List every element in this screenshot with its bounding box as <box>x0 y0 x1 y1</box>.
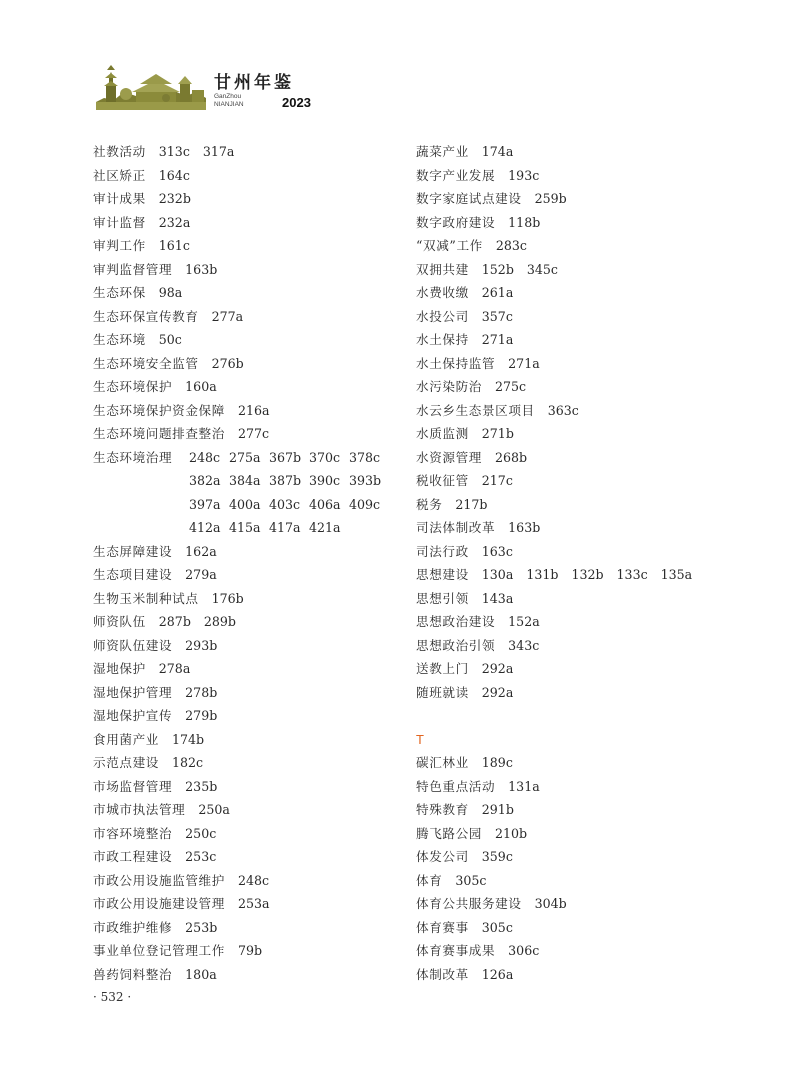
page-ref[interactable]: 409c <box>349 496 381 512</box>
index-term: 特殊教育 <box>416 802 469 817</box>
page-ref[interactable]: 261a <box>481 285 514 300</box>
index-term: 水质监测 <box>416 426 469 441</box>
page-ref[interactable]: 277c <box>237 426 270 441</box>
page-ref[interactable]: 279b <box>185 708 218 723</box>
page-ref[interactable]: 216a <box>237 402 270 418</box>
page-ref[interactable]: 248c <box>189 449 221 465</box>
page-ref[interactable]: 378c <box>349 449 381 465</box>
page-ref[interactable]: 390c <box>309 473 341 488</box>
page-ref[interactable]: 283c <box>495 238 527 253</box>
index-entry <box>416 281 716 305</box>
index-term: 市城市执法管理 <box>93 802 186 817</box>
index-entry <box>93 822 393 846</box>
page-ref[interactable]: 235b <box>185 778 218 794</box>
page-ref[interactable]: 278a <box>158 661 191 676</box>
index-term: 双拥共建 <box>416 261 469 277</box>
page-ref[interactable]: 162a <box>185 543 217 559</box>
page-ref[interactable]: 135a <box>660 567 693 582</box>
page-ref[interactable]: 317a <box>202 144 235 159</box>
page-ref[interactable]: 345c <box>526 261 558 277</box>
index-entry <box>416 446 716 470</box>
index-term: 水投公司 <box>416 308 469 324</box>
page-ref[interactable]: 132b <box>571 567 604 582</box>
index-entry <box>93 563 393 587</box>
section-letter-heading: T <box>416 731 424 747</box>
index-entry <box>93 939 393 963</box>
index-entry <box>416 516 716 540</box>
page-ref[interactable]: 143a <box>481 590 514 606</box>
page-ref[interactable]: 160a <box>185 379 217 394</box>
index-term: 特色重点活动 <box>416 778 496 794</box>
index-term: 税务 <box>416 496 443 512</box>
index-entry <box>416 493 716 517</box>
page-ref[interactable]: 287b <box>158 614 191 629</box>
index-entry <box>93 375 393 399</box>
index-entry <box>93 281 393 305</box>
page-ref[interactable]: 182c <box>171 755 204 770</box>
page-ref[interactable]: 304b <box>534 896 567 911</box>
index-entry <box>416 422 716 446</box>
page-ref[interactable]: 278b <box>185 684 218 700</box>
page-ref[interactable]: 384a <box>229 473 261 488</box>
index-term: 水资源管理 <box>416 449 482 465</box>
index-entry <box>416 775 716 799</box>
index-term: 思想建设 <box>416 567 469 582</box>
index-entry <box>93 634 393 658</box>
page-ref[interactable]: 293b <box>185 637 218 653</box>
page-ref[interactable]: 131b <box>526 567 559 582</box>
page-ref[interactable]: 417a <box>269 520 301 535</box>
index-term: 数字家庭试点建设 <box>416 191 522 206</box>
pagoda-logo-image <box>96 62 206 110</box>
index-term: 体育 <box>416 872 443 888</box>
page-ref[interactable]: 79b <box>237 943 263 958</box>
index-term: 社区矫正 <box>93 167 146 183</box>
section-spacer <box>416 704 716 728</box>
page-ref[interactable]: 277a <box>211 308 244 324</box>
page-ref[interactable]: 253c <box>185 849 217 864</box>
index-entry <box>416 798 716 822</box>
index-entry <box>93 798 393 822</box>
page-ref[interactable]: 289b <box>203 614 236 629</box>
index-term: 市政公用设施建设管理 <box>93 896 225 911</box>
index-entry <box>416 751 716 775</box>
page-ref[interactable]: 163b <box>508 520 541 535</box>
index-entry <box>93 916 393 940</box>
page-ref[interactable]: 253b <box>185 919 218 935</box>
index-entry <box>416 305 716 329</box>
index-entry <box>416 587 716 611</box>
index-term: 水费收缴 <box>416 285 469 300</box>
index-term: 水云乡生态景区项目 <box>416 402 535 418</box>
index-entry <box>416 845 716 869</box>
index-entry <box>416 869 716 893</box>
page-ref[interactable]: 412a <box>189 520 221 535</box>
index-entry <box>416 657 716 681</box>
page-ref[interactable]: 363c <box>547 402 579 418</box>
index-entry <box>93 234 393 258</box>
index-term: 生态环保 <box>93 285 146 300</box>
index-column-right <box>416 140 716 986</box>
index-term: 审计成果 <box>93 191 146 206</box>
index-term: 生态环境保护资金保障 <box>93 402 225 418</box>
page-ref[interactable]: 268b <box>494 449 528 465</box>
page-ref[interactable]: 271a <box>508 355 540 371</box>
page-ref[interactable]: 271a <box>481 332 514 347</box>
page-ref[interactable]: 232a <box>158 214 191 230</box>
page-ref[interactable]: 217b <box>455 496 488 512</box>
index-term: 水污染防治 <box>416 379 482 394</box>
page-ref[interactable]: 126a <box>481 966 514 982</box>
page-ref[interactable]: 306c <box>508 943 540 958</box>
pinyin-line-2: NIANJIAN <box>214 101 244 108</box>
page-ref[interactable]: 305c <box>481 919 513 935</box>
page-ref-grid <box>189 446 389 540</box>
page-ref[interactable]: 180a <box>185 966 217 982</box>
index-entry <box>416 375 716 399</box>
index-entry <box>416 469 716 493</box>
page-ref[interactable]: 343c <box>508 637 540 653</box>
index-entry <box>416 164 716 188</box>
page-ref[interactable]: 259b <box>534 191 567 206</box>
index-term: 送教上门 <box>416 661 469 676</box>
page-ref[interactable]: 387b <box>269 473 302 488</box>
page-ref[interactable]: 305c <box>455 872 487 888</box>
index-term: 审判监督管理 <box>93 261 173 277</box>
index-entry <box>416 352 716 376</box>
index-term: 思想政治引领 <box>416 637 496 653</box>
index-entry <box>416 563 716 587</box>
index-entry <box>93 187 393 211</box>
page-ref[interactable]: 292a <box>481 684 514 700</box>
page-ref[interactable]: 152b <box>481 261 514 277</box>
page-ref[interactable]: 250c <box>185 825 217 841</box>
index-term: 体发公司 <box>416 849 469 864</box>
index-entry <box>93 328 393 352</box>
index-entry <box>93 164 393 188</box>
page-ref[interactable]: 403c <box>269 496 301 512</box>
page-ref[interactable]: 163c <box>481 543 513 559</box>
page-ref[interactable]: 291b <box>481 802 514 817</box>
page-ref[interactable]: 357c <box>481 308 513 324</box>
index-term: 数字政府建设 <box>416 214 496 230</box>
page-ref[interactable]: 152a <box>508 614 540 629</box>
index-entry <box>93 352 393 376</box>
index-entry <box>416 822 716 846</box>
index-term: 市场监督管理 <box>93 778 173 794</box>
index-entry <box>416 610 716 634</box>
page-ref[interactable]: 279a <box>185 567 217 582</box>
index-entry <box>416 140 716 164</box>
index-entry <box>93 845 393 869</box>
index-entry <box>93 751 393 775</box>
page-ref[interactable]: 382a <box>189 473 221 488</box>
index-term: 生态环境保护 <box>93 379 173 394</box>
yearbook-title: 甘州年鉴 <box>214 73 294 93</box>
page-ref[interactable]: 163b <box>185 261 218 277</box>
index-term: 食用菌产业 <box>93 731 159 747</box>
index-term: 示范点建设 <box>93 755 159 770</box>
index-term: 数字产业发展 <box>416 167 496 183</box>
index-term: 碳汇林业 <box>416 755 469 770</box>
index-entry <box>416 916 716 940</box>
page-ref[interactable]: 164c <box>158 167 190 183</box>
index-term: 水土保持 <box>416 332 469 347</box>
index-term: 师资队伍 <box>93 614 146 629</box>
page-number: · 532 · <box>93 990 132 1004</box>
index-entry <box>416 892 716 916</box>
index-entry <box>93 657 393 681</box>
index-term: 生态环境安全监管 <box>93 355 199 371</box>
index-term: 湿地保护宣传 <box>93 708 173 723</box>
page-ref[interactable]: 98a <box>158 285 183 300</box>
page-ref[interactable]: 400a <box>229 496 261 512</box>
index-term: 湿地保护 <box>93 661 146 676</box>
index-column-left <box>93 140 393 986</box>
page-ref[interactable]: 275a <box>229 449 261 465</box>
index-term: 体育公共服务建设 <box>416 896 522 911</box>
page-ref[interactable]: 133c <box>616 567 648 582</box>
index-term: 生态环境 <box>93 332 146 347</box>
index-entry <box>93 587 393 611</box>
page-ref[interactable]: 406a <box>309 496 341 512</box>
index-term: 蔬菜产业 <box>416 144 469 159</box>
page-ref[interactable]: 232b <box>158 191 191 206</box>
index-term: 体育赛事 <box>416 919 469 935</box>
index-term: 事业单位登记管理工作 <box>93 943 225 958</box>
page-ref[interactable]: 130a <box>481 567 514 582</box>
index-term: 师资队伍建设 <box>93 637 173 653</box>
index-term: 思想政治建设 <box>416 614 496 629</box>
page-ref[interactable]: 176b <box>211 590 244 606</box>
index-entry <box>93 869 393 893</box>
index-entry <box>416 258 716 282</box>
index-entry <box>93 704 393 728</box>
index-entry <box>93 892 393 916</box>
index-entry <box>416 187 716 211</box>
index-term: “双减”工作 <box>416 238 483 253</box>
index-term: 生态项目建设 <box>93 567 173 582</box>
page-ref[interactable]: 174b <box>171 731 205 747</box>
index-term: 审判工作 <box>93 238 146 253</box>
index-entry <box>416 634 716 658</box>
page-ref[interactable]: 217c <box>481 473 513 488</box>
index-term: 司法体制改革 <box>416 520 496 535</box>
index-entry <box>416 328 716 352</box>
index-term: 市容环境整治 <box>93 825 173 841</box>
page-ref[interactable]: 271b <box>481 426 514 441</box>
page-ref[interactable]: 359c <box>481 849 513 864</box>
index-term: 生态环保宣传教育 <box>93 308 199 324</box>
index-term: 兽药饲料整治 <box>93 966 173 982</box>
index-term: 市政工程建设 <box>93 849 173 864</box>
index-term: 水土保持监管 <box>416 355 496 371</box>
index-term: 市政维护维修 <box>93 919 173 935</box>
yearbook-pinyin <box>214 93 244 109</box>
index-entry <box>416 234 716 258</box>
index-entry <box>93 422 393 446</box>
page-ref[interactable]: 193c <box>508 167 540 183</box>
page-ref[interactable]: 50c <box>158 332 182 347</box>
page-ref[interactable]: 275c <box>494 379 527 394</box>
index-entry <box>416 939 716 963</box>
index-term: 腾飞路公园 <box>416 825 482 841</box>
index-entry <box>93 305 393 329</box>
pinyin-line-1: GanZhou <box>214 93 242 100</box>
page-ref[interactable]: 250a <box>198 802 230 817</box>
index-term: 湿地保护管理 <box>93 684 173 700</box>
yearbook-year: 2023 <box>282 95 311 110</box>
page-ref[interactable]: 397a <box>189 496 221 512</box>
index-entry <box>93 728 393 752</box>
index-entry <box>93 610 393 634</box>
page-ref[interactable]: 276b <box>211 355 244 371</box>
index-entry <box>93 681 393 705</box>
index-entry <box>93 211 393 235</box>
index-entry <box>93 399 393 423</box>
page-ref[interactable]: 161c <box>158 238 190 253</box>
index-entry <box>93 446 393 540</box>
page-ref[interactable]: 210b <box>494 825 528 841</box>
index-term: 生态环境问题排查整治 <box>93 426 225 441</box>
index-term: 生态环境治理 <box>93 449 173 465</box>
index-entry <box>416 681 716 705</box>
page-ref[interactable]: 370c <box>309 449 341 465</box>
page-ref[interactable]: 118b <box>508 214 541 230</box>
index-term: 市政公用设施监管维护 <box>93 872 225 888</box>
index-term: 思想引领 <box>416 590 469 606</box>
index-entry <box>93 140 393 164</box>
index-entry <box>93 963 393 987</box>
index-term: 审计监督 <box>93 214 146 230</box>
page-ref[interactable]: 189c <box>481 755 513 770</box>
index-entry <box>93 258 393 282</box>
page-ref[interactable]: 174a <box>481 144 514 159</box>
page-ref[interactable]: 393b <box>349 473 382 488</box>
index-term: 社教活动 <box>93 144 146 159</box>
page-ref[interactable]: 415a <box>229 520 261 535</box>
index-term: 司法行政 <box>416 543 469 559</box>
index-term: 生物玉米制种试点 <box>93 590 199 606</box>
index-term: 体育赛事成果 <box>416 943 496 958</box>
index-entry <box>416 963 716 987</box>
index-term: 税收征管 <box>416 473 469 488</box>
index-entry <box>416 211 716 235</box>
page-ref[interactable]: 292a <box>481 661 514 676</box>
page-ref[interactable]: 131a <box>508 778 540 794</box>
page-ref[interactable]: 421a <box>309 520 341 535</box>
index-entry <box>416 540 716 564</box>
index-term: 体制改革 <box>416 966 469 982</box>
yearbook-header <box>96 62 336 114</box>
index-entry <box>93 775 393 799</box>
index-entry <box>93 540 393 564</box>
index-term: 生态屏障建设 <box>93 543 173 559</box>
page-ref[interactable]: 313c <box>158 144 190 159</box>
page-ref[interactable]: 248c <box>237 872 270 888</box>
page-ref[interactable]: 253a <box>237 896 270 911</box>
page-ref[interactable]: 367b <box>269 449 302 465</box>
index-entry <box>416 399 716 423</box>
index-term: 随班就读 <box>416 684 469 700</box>
